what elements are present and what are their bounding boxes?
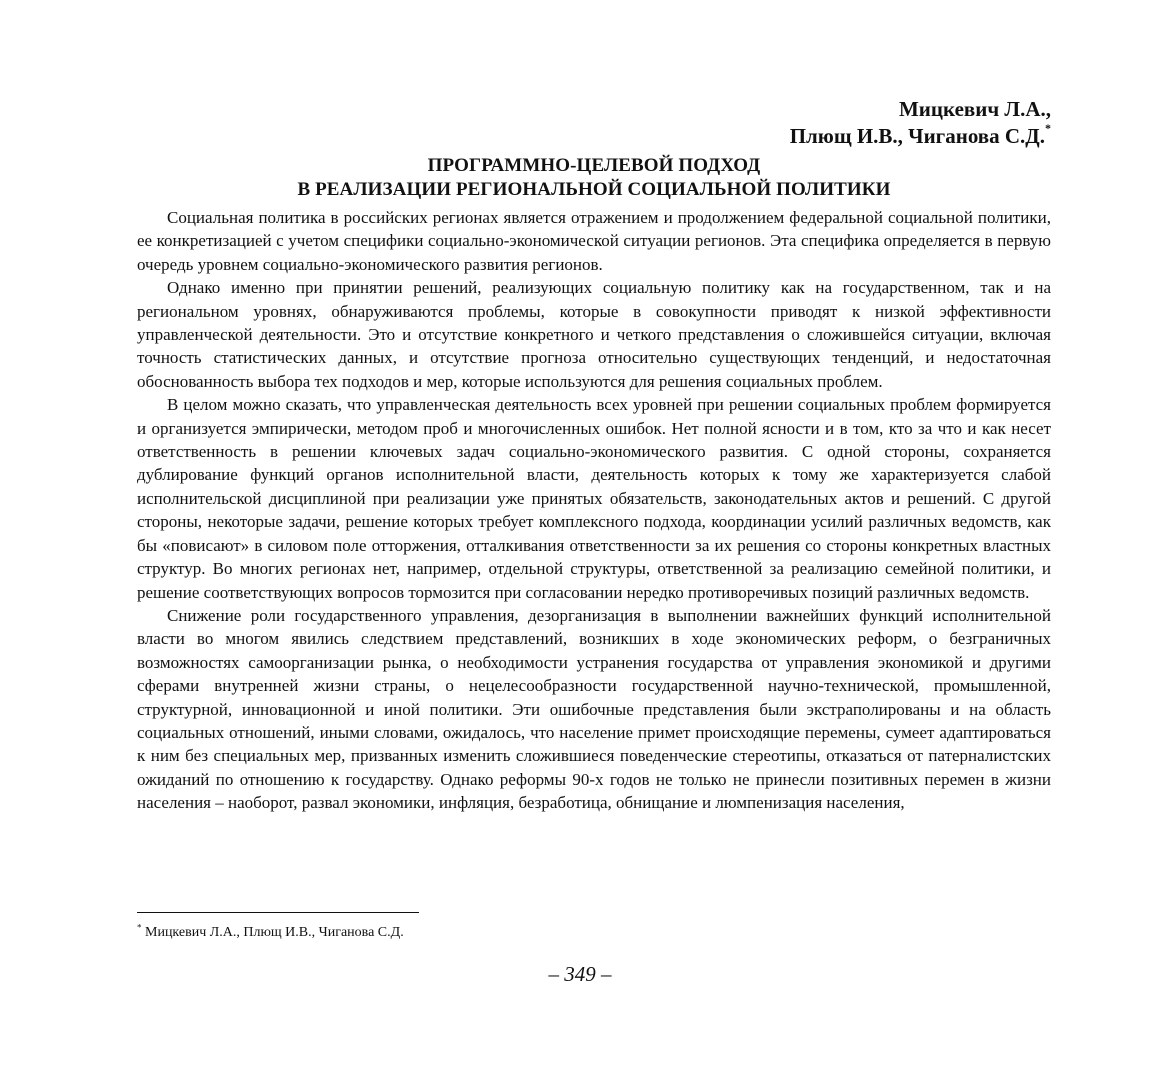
author-line-2 bbox=[137, 123, 1051, 150]
paragraph-2: Однако именно при принятии решений, реализующих социальную политику как на государственном, так и на региональном уровнях, обнаруживаются проблемы, которые в совокупности приводят к низкой эффективности управленческой деятельности. Это и отсутствие конкретного и четкого представления о сложившейся ситуации, включая точность статистических данных, и отсутствие прогноза относительно существующих тенденций, и недостаточная обоснованность выбора тех подходов и мер, которые используются для решения социальных проблем. bbox=[137, 278, 1051, 391]
footnote-divider bbox=[137, 912, 419, 913]
footnote bbox=[137, 923, 404, 943]
paragraph-1: Социальная политика в российских регионах является отражением и продолжением федеральной социальной политики, ее конкретизацией с учетом специфики социально-экономической ситуации регионов. Эта специфика определяется в первую очередь уровнем социально-экономического развития регионов. bbox=[137, 208, 1051, 274]
footnote-text: Мицкевич Л.А., Плющ И.В., Чиганова С.Д. bbox=[141, 925, 404, 940]
article-title-line-1: ПРОГРАММНО-ЦЕЛЕВОЙ ПОДХОД bbox=[427, 155, 761, 176]
page-number: – 349 – bbox=[548, 962, 612, 986]
author-line-2-text: Плющ И.В., Чиганова С.Д. bbox=[789, 124, 1045, 148]
article-title-line-2: В РЕАЛИЗАЦИИ РЕГИОНАЛЬНОЙ СОЦИАЛЬНОЙ ПОЛИТИКИ bbox=[297, 179, 891, 200]
paragraph-4: Снижение роли государственного управления, дезорганизация в выполнении важнейших функций исполнительной власти во многом явились следствием представлений, возникших в ходе экономических реформ, о безграничных возможностях самоорганизации рынка, о необходимости устранения государства от управления экономикой и другими сферами внутренней жизни страны, о нецелесообразности государственной научно-технической, промышленной, структурной, инновационной и иной политики. Эти ошибочные представления были экстраполированы и на область социальных отношений, иными словами, ожидалось, что население примет происходящие перемены, сумеет адаптироваться к ним без специальных мер, призванных изменить сложившиеся поведенческие стереотипы, отказаться от патерналистских ожиданий по отношению к государству. Однако реформы 90-х годов не только не принесли позитивных перемен в жизни населения – наоборот, развал экономики, инфляция, безработица, обнищание и люмпенизация населения, bbox=[137, 605, 1051, 813]
page-content bbox=[137, 96, 1051, 815]
author-list bbox=[137, 96, 1051, 150]
article-title bbox=[137, 154, 1051, 202]
paragraph-3: В целом можно сказать, что управленческая деятельность всех уровней при решении социальных проблем формируется и организуется эмпирически, методом проб и многочисленных ошибок. Нет полной ясности и в том, кто за что и как несет ответственность в решении ключевых задач социально-экономического развития. С одной стороны, сохраняется дублирование функций органов исполнительной власти, деятельность которых к тому же характеризуется слабой исполнительской дисциплиной при реализации уже принятых обязательств, законодательных актов и решений. С другой стороны, некоторые задачи, решение которых требует комплексного подхода, координации усилий различных ведомств, как бы «повисают» в силовом поле отторжения, отталкивания ответственности за их решения со стороны конкретных властных структур. Во многих регионах нет, например, отдельной структуры, ответственной за реализацию семейной политики, и решение соответствующих вопросов тормозится при согласовании нередко противоречивых позиций различных ведомств. bbox=[137, 395, 1051, 602]
author-line-1: Мицкевич Л.А., bbox=[898, 97, 1051, 121]
footnote-mark: * bbox=[137, 922, 142, 933]
author-footnote-mark[interactable]: * bbox=[1045, 121, 1051, 135]
article-body bbox=[137, 206, 1051, 815]
